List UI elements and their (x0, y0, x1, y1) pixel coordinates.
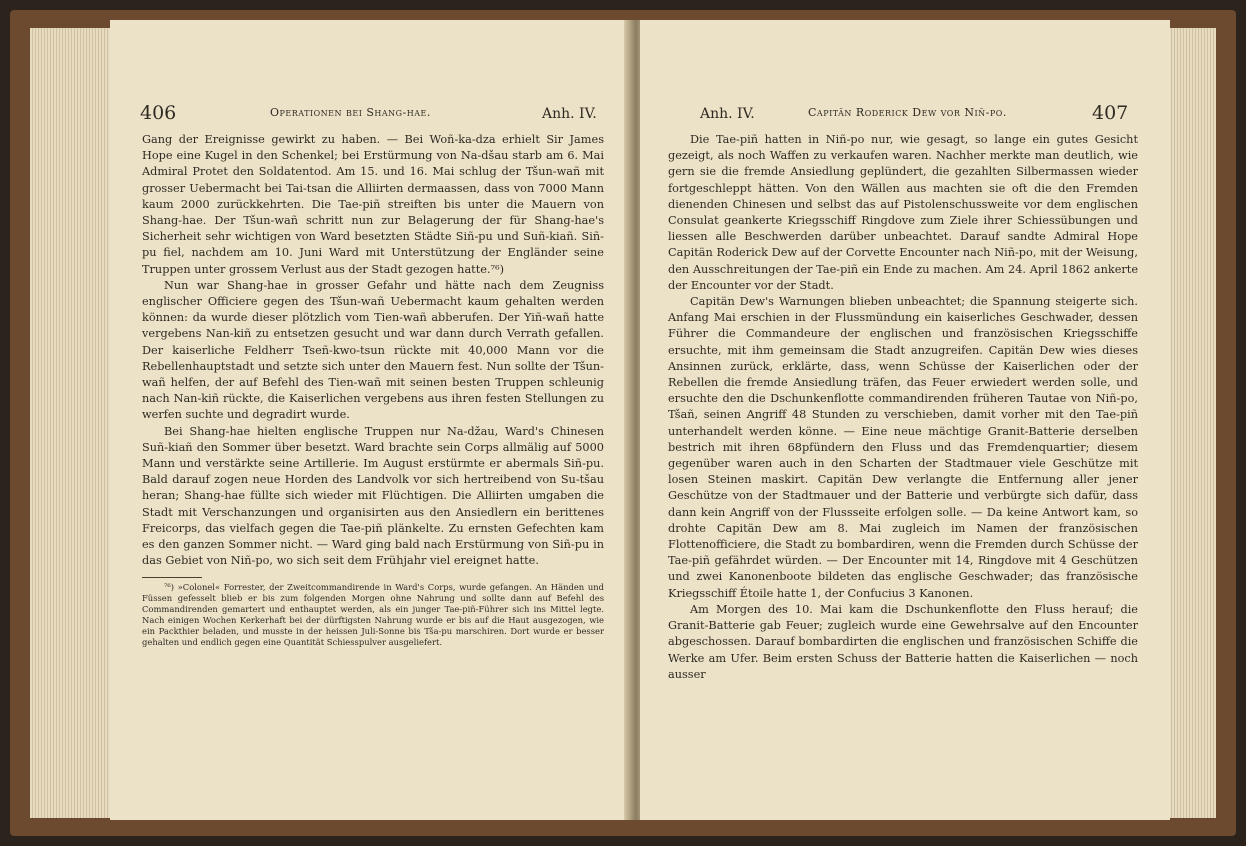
right-section: Anh. IV. (700, 106, 755, 122)
left-page (110, 20, 630, 820)
right-running-head: Capitän Roderick Dew vor Niñ-po. (808, 106, 1007, 119)
left-paragraph-1: Gang der Ereignisse gewirkt zu haben. — Bei Woñ-ka-dza erhielt Sir James Hope eine Kugel in den Schenkel; bei Erstürmung von Na-dšau starb am 6. Mai Admiral Protet den Soldatentod. Am 15. und 16. Mai schlug der Tšun-wañ mit grosser Uebermacht bei Tai-tsan die Alliirten dermaassen, dass von 7000 Mann kaum 2000 zurückkehrten. Die Tae-piñ streiften bis unter die Mauern von Shang-hae. Der Tšun-wañ schritt nun zur Belagerung der für Shang-hae's Sicherheit sehr wichtigen von Ward besetzten Städte Siñ-pu und Suñ-kiañ. Siñ-pu fiel, nachdem am 10. Juni Ward mit Unterstützung der Engländer seine Truppen unter grossem Verlust aus der Stadt gezogen hatte.⁷⁶) (142, 133, 604, 276)
left-footnote: ⁷⁶) »Colonel« Forrester, der Zweitcommandirende in Ward's Corps, wurde gefangen. An Händen und Füssen gefesselt blieb er bis zum folgenden Morgen ohne Nahrung und sollte dann auf Befehl des Commandirenden gemartert und enthauptet werden, als ein junger Tae-piñ-Führer sich ins Mittel legte. Nach einigen Wochen Kerkerhaft bei der dürftigsten Nahrung wurde er bis auf die Haut ausgezogen, wie ein Packthier beladen, und musste in der heissen Juli-Sonne bis Tša-pu marschiren. Dort wurde er besser gehalten und endlich gegen eine Quantität Schiesspulver ausgeliefert. (142, 582, 604, 648)
right-paragraph-1: Die Tae-piñ hatten in Niñ-po nur, wie gesagt, so lange ein gutes Gesicht gezeigt, als noch Waffen zu verkaufen waren. Nachher merkte man deutlich, wie gern sie die fremde Ansiedlung geplündert, die gezahlten Silbermassen wieder fortgeschleppt hätten. Von den Wällen aus machten sie oft die den Fremden dienenden Chinesen und selbst das auf Pistolenschussweite vor dem englischen Consulat geankerte Kriegsschiff Ringdove zum Ziele ihrer Schiessübungen und liessen alle Beschwerden darüber unbeachtet. Darauf sandte Admiral Hope Capitän Roderick Dew auf der Corvette Encounter nach Niñ-po, mit der Weisung, den Ausschreitungen der Tae-piñ ein Ende zu machen. Am 24. April 1862 ankerte der Encounter vor der Stadt. (668, 133, 1138, 292)
left-section: Anh. IV. (542, 106, 597, 122)
left-paragraph-2: Nun war Shang-hae in grosser Gefahr und hätte nach dem Zeugniss englischer Officiere gegen des Tšun-wañ Uebermacht kaum gehalten werden können: da wurde dieser plötzlich vom Tien-wañ abberufen. Der Yiñ-wañ hatte vergebens Nan-kiñ zu entsetzen gesucht und war dann durch Verrath gefallen. Der kaiserliche Feldherr Tseñ-kwo-tsun rückte mit 40,000 Mann vor die Rebellenhauptstadt und setzte sich unter den Mauern fest. Nun sollte der Tšun-wañ helfen, der auf Befehl des Tien-wañ mit seinen besten Truppen schleunig nach Nan-kiñ rückte, die Kaiserlichen vergebens aus ihren festen Stellungen zu werfen suchte und degradirt wurde. (142, 278, 604, 422)
page-edges-left (30, 28, 110, 818)
right-page-number: 407 (1092, 102, 1129, 124)
left-page-number: 406 (140, 102, 177, 124)
right-paragraph-2: Capitän Dew's Warnungen blieben unbeachtet; die Spannung steigerte sich. Anfang Mai erschien in der Flussmündung ein kaiserliches Geschwader, dessen Führer die Commandeure der englischen und französischen Kriegsschiffe ersuchte, mit ihm gemeinsam die Stadt anzugreifen. Capitän Dew wies dieses Ansinnen zurück, erklärte, dass, wenn Schüsse der Kaiserlichen oder der Rebellen die fremde Ansiedlung träfen, das Feuer erwiedert werden solle, und ersuchte den die Dschunkenflotte commandirenden früheren Tautae von Niñ-po, Tšañ, seinen Angriff 48 Stunden zu verschieben, damit vorher mit den Tae-piñ unterhandelt werden könne. — Eine neue mächtige Granit-Batterie derselben bestrich mit ihren 68pfündern den Fluss und das Fremdenquartier; diesem gegenüber waren auch in den Scharten der Stadtmauer viele Geschütze mit losen Steinen maskirt. Capitän Dew verlangte die Entfernung aller jener Geschütze von der Stadtmauer und der Batterie und verbürgte sich dafür, dass dann kein Angriff von der Flussseite erfolgen solle. — Da keine Antwort kam, so drohte Capitän Dew am 8. Mai zugleich im Namen der französischen Flottenofficiere, die Stadt zu bombardiren, wenn die Fremden durch Schüsse der Tae-piñ gefährdet würden. — Der Encounter mit 14, Ringdove mit 4 Geschützen und zwei Kanonenboote bildeten das englische Geschwader; das französische Kriegsschiff Étoile hatte 1, der Confucius 3 Kanonen. (668, 295, 1138, 600)
right-paragraph-3: Am Morgen des 10. Mai kam die Dschunkenflotte den Fluss herauf; die Granit-Batterie gab Feuer; zugleich wurde eine Gewehrsalve auf den Encounter abgeschossen. Darauf bombardirten die englischen und französischen Schiffe die Werke am Ufer. Beim ersten Schuss der Batterie hatten die Kaiserlichen — noch ausser (668, 602, 1138, 681)
right-page (640, 20, 1170, 820)
left-running-head: Operationen bei Shang-hae. (270, 106, 431, 119)
footnote-rule (142, 577, 202, 578)
left-paragraph-3: Bei Shang-hae hielten englische Truppen nur Na-džau, Ward's Chinesen Suñ-kiañ den Sommer über besetzt. Ward brachte sein Corps allmälig auf 5000 Mann und verstärkte seine Artillerie. Im August erstürmte er abermals Siñ-pu. Bald darauf zogen neue Horden des Landvolk vor sich hertreibend von Su-tšau heran; Shang-hae füllte sich wieder mit Flüchtigen. Die Alliirten umgaben die Stadt mit Verschanzungen und organisirten aus den Ansiedlern ein berittenes Freicorps, das vielfach gegen die Tae-piñ plänkelte. Zu ernsten Gefechten kam es den ganzen Sommer nicht. — Ward ging bald nach Erstürmung von Siñ-pu in das Gebiet von Niñ-po, wo sich seit dem Frühjahr viel ereignet hatte. (142, 424, 604, 568)
right-body (668, 132, 1138, 683)
left-body (142, 132, 604, 648)
